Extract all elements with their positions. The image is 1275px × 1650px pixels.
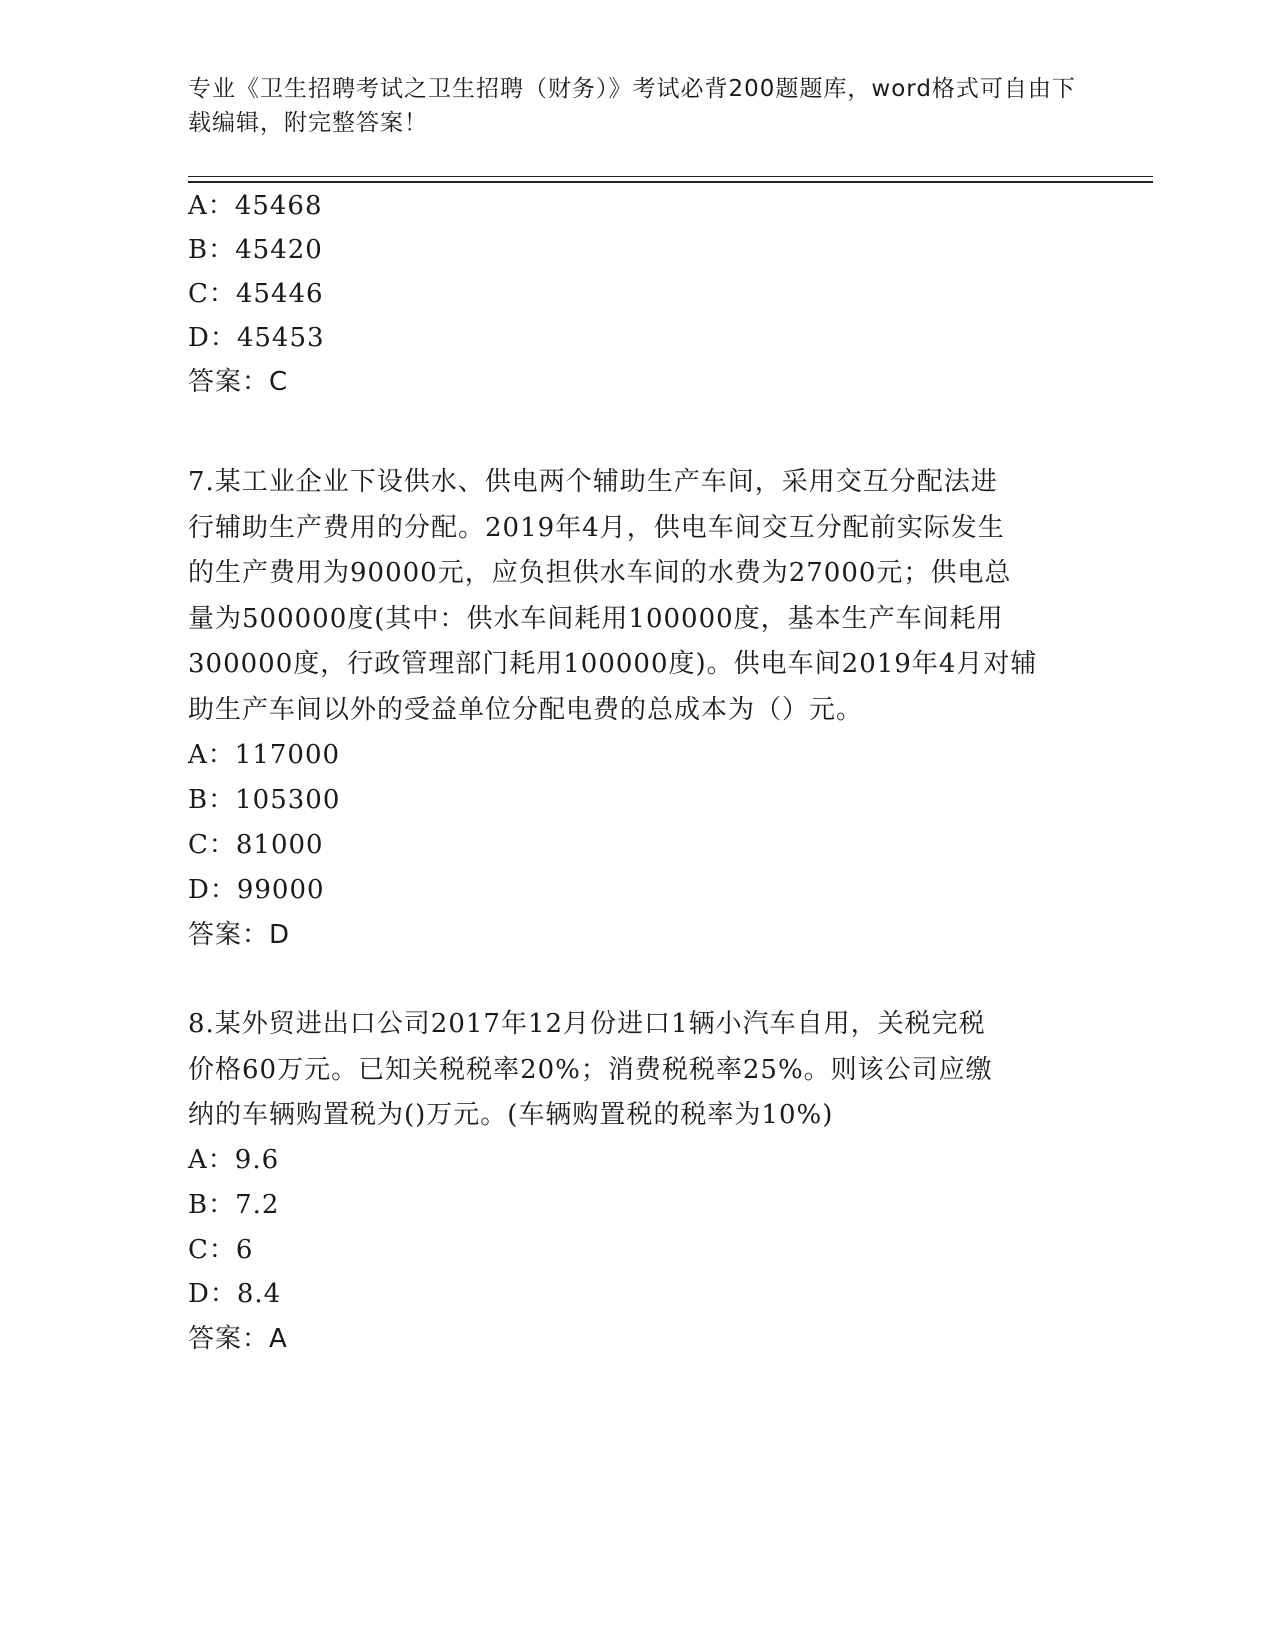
q7-option-a: A：117000 — [188, 740, 341, 770]
q8-option-d: D：8.4 — [188, 1279, 282, 1309]
q7-text-line: 助生产车间以外的受益单位分配电费的总成本为（）元。 — [188, 695, 864, 725]
q8-option-c: C：6 — [188, 1235, 254, 1265]
q8-text-line: 价格60万元。已知关税税率20%；消费税税率25%。则该公司应缴 — [188, 1055, 993, 1085]
q8-text-line: 8.某外贸进出口公司2017年12月份进口1辆小汽车自用，关税完税 — [188, 1009, 986, 1039]
q7-option-d: D：99000 — [188, 875, 325, 905]
q7-text-line: 7.某工业企业下设供水、供电两个辅助生产车间，采用交互分配法进 — [188, 467, 998, 497]
q8-answer: 答案：A — [188, 1324, 288, 1354]
header-divider-thick — [188, 181, 1153, 183]
q6-answer: 答案：C — [188, 367, 289, 397]
q8-option-b: B：7.2 — [188, 1190, 280, 1220]
q6-option-c: C：45446 — [188, 279, 324, 309]
q7-text-line: 量为500000度(其中：供水车间耗用100000度，基本生产车间耗用 — [188, 604, 1004, 634]
q8-text-line: 纳的车辆购置税为()万元。(车辆购置税的税率为10%) — [188, 1100, 834, 1130]
q7-text-line: 的生产费用为90000元，应负担供水车间的水费为27000元；供电总 — [188, 558, 1012, 588]
q7-answer: 答案：D — [188, 920, 291, 950]
document-header: 专业《卫生招聘考试之卫生招聘（财务）》考试必背200题题库，word格式可自由下载编辑，附完整答案！ — [188, 76, 1076, 136]
q8-option-a: A：9.6 — [188, 1145, 280, 1175]
q6-option-a: A：45468 — [188, 191, 323, 221]
header-divider — [188, 176, 1153, 177]
q7-option-c: C：81000 — [188, 830, 324, 860]
q7-text-line: 行辅助生产费用的分配。2019年4月，供电车间交互分配前实际发生 — [188, 513, 1005, 543]
q6-option-d: D：45453 — [188, 323, 325, 353]
q7-option-b: B：105300 — [188, 785, 341, 815]
q7-text-line: 300000度，行政管理部门耗用100000度)。供电车间2019年4月对辅 — [188, 649, 1038, 679]
q6-option-b: B：45420 — [188, 235, 323, 265]
